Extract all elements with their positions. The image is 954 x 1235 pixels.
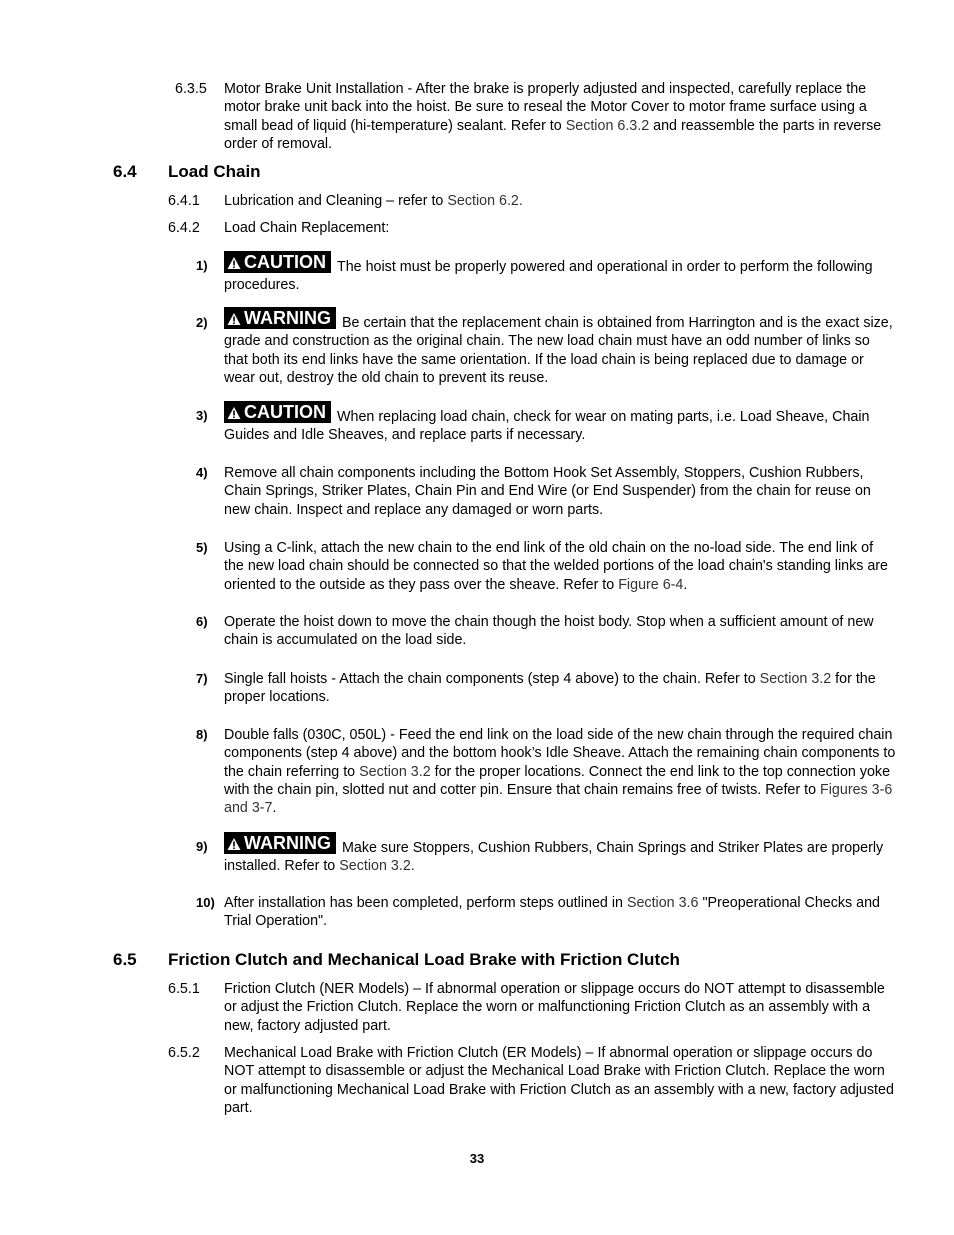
section-heading-title: Load Chain xyxy=(168,162,261,181)
step-4-text: Remove all chain components including the Bottom Hook Set Assembly, Stoppers, Cushion Rubbers, Chain Springs, Striker Plates, Chain Pin and End Wire (or End Suspender) from the chain for reuse on new chain. Inspect and replace any damaged or worn parts. xyxy=(224,465,871,518)
warning-triangle-icon xyxy=(227,837,241,851)
cross-reference-link[interactable]: Section 6.2. xyxy=(447,193,523,209)
section-6-4-1-text: Lubrication and Cleaning – refer to Section 6.2. xyxy=(224,193,523,209)
page-number: 33 xyxy=(469,1151,485,1166)
section-heading-title: Friction Clutch and Mechanical Load Brake with Friction Clutch xyxy=(168,950,680,969)
step-7-text: Single fall hoists - Attach the chain components (step 4 above) to the chain. Refer to Section 3.2 for the proper locations. xyxy=(224,671,876,706)
step-number: 9) xyxy=(196,839,208,854)
step-8-text: Double falls (030C, 050L) - Feed the end link on the load side of the new chain through the required chain components (step 4 above) and the bottom hook’s Idle Sheave. Attach the remaining chain components to the chain referring to Section 3.2 for the proper locations. Connect the end link to the top connection yoke with the chain pin, slotted nut and cotter pin. Ensure that chain remains free of twists. Refer to Figures 3-6 and 3-7. xyxy=(224,727,896,817)
cross-reference-link[interactable]: Section 3.6 xyxy=(626,895,699,911)
step-number: 6) xyxy=(196,614,208,629)
caution-badge: CAUTION xyxy=(224,251,331,273)
warning-triangle-icon xyxy=(227,256,241,270)
section-number-6-3-5: 6.3.5 xyxy=(175,81,207,97)
cross-reference-link[interactable]: Section 3.2. xyxy=(339,858,415,875)
step-1-text: CAUTION The hoist must be properly powered and operational in order to perform the following procedures. xyxy=(224,252,873,294)
warning-badge: WARNING xyxy=(224,832,336,854)
warning-badge: WARNING xyxy=(224,307,336,329)
step-9-text: WARNING Make sure Stoppers, Cushion Rubbers, Chain Springs and Striker Plates are properly installed. Refer to Section 3.2. xyxy=(224,833,884,875)
section-heading-number: 6.5 xyxy=(113,950,137,969)
warning-triangle-icon xyxy=(227,312,241,326)
cross-reference-link[interactable]: Section 3.2 xyxy=(759,671,832,687)
cross-reference-link[interactable]: Figure 6-4 xyxy=(618,576,684,593)
step-number: 10) xyxy=(196,895,215,910)
section-6-5-1-text: Friction Clutch (NER Models) – If abnormal operation or slippage occurs do NOT attempt to disassemble or adjust the Friction Clutch. Replace the worn or malfunctioning Friction Clutch as an assembly with a new, factory adjusted part. xyxy=(224,981,885,1034)
cross-reference-link[interactable]: Section 6.3.2 xyxy=(565,117,650,134)
step-number: 4) xyxy=(196,465,208,480)
section-6-5-2-text: Mechanical Load Brake with Friction Clutch (ER Models) – If abnormal operation or slippage occurs do NOT attempt to disassemble or adjust the Mechanical Load Brake with Friction Clutch. Replace the worn or malfunctioning Mechanical Load Brake with Friction Clutch as an assembly with a new, factory adjusted part. xyxy=(224,1045,894,1116)
cross-reference-link[interactable]: Figures 3-6 and 3-7 xyxy=(224,781,893,817)
warning-triangle-icon xyxy=(227,406,241,420)
step-2-text: WARNING Be certain that the replacement chain is obtained from Harrington and is the exact size, grade and construction as the original chain. The new load chain must have an odd number of links so that both its end links have the same orientation. If the load chain is being replaced due to damage or wear out, destroy the old chain to prevent its reuse. xyxy=(224,308,893,386)
section-number-6-4-1: 6.4.1 xyxy=(168,193,200,209)
step-3-text: CAUTION When replacing load chain, check for wear on mating parts, i.e. Load Sheave, Chain Guides and Idle Sheaves, and replace parts if necessary. xyxy=(224,402,870,444)
step-number: 5) xyxy=(196,540,208,555)
section-6-4-2-text: Load Chain Replacement: xyxy=(224,220,390,236)
section-number-6-4-2: 6.4.2 xyxy=(168,220,200,236)
cross-reference-link[interactable]: Section 3.2 xyxy=(359,763,431,780)
step-10-text: After installation has been completed, perform steps outlined in Section 3.6 "Preoperational Checks and Trial Operation". xyxy=(224,895,880,930)
step-number: 7) xyxy=(196,671,208,686)
step-6-text: Operate the hoist down to move the chain though the hoist body. Stop when a sufficient amount of new chain is accumulated on the load side. xyxy=(224,614,874,649)
caution-badge: CAUTION xyxy=(224,401,331,423)
section-number-6-5-2: 6.5.2 xyxy=(168,1045,200,1061)
step-number: 8) xyxy=(196,727,208,742)
section-heading-number: 6.4 xyxy=(113,162,137,181)
section-6-3-5-text: Motor Brake Unit Installation - After the brake is properly adjusted and inspected, carefully replace the motor brake unit back into the hoist. Be sure to reseal the Motor Cover to motor frame surface using a small bead of liquid (hi-temperature) sealant. Refer to Section 6.3.2 and reassemble the parts in reverse order of removal. xyxy=(224,81,882,152)
step-5-text: Using a C-link, attach the new chain to the end link of the old chain on the no-load side. The end link of the new load chain should be connected so that the welded portions of the load chain's standing links are oriented to the outside as they pass over the sheave. Refer to Figure 6-4. xyxy=(224,540,889,593)
step-number: 1) xyxy=(196,258,208,273)
step-number: 3) xyxy=(196,408,208,423)
step-number: 2) xyxy=(196,315,208,330)
section-number-6-5-1: 6.5.1 xyxy=(168,981,200,997)
